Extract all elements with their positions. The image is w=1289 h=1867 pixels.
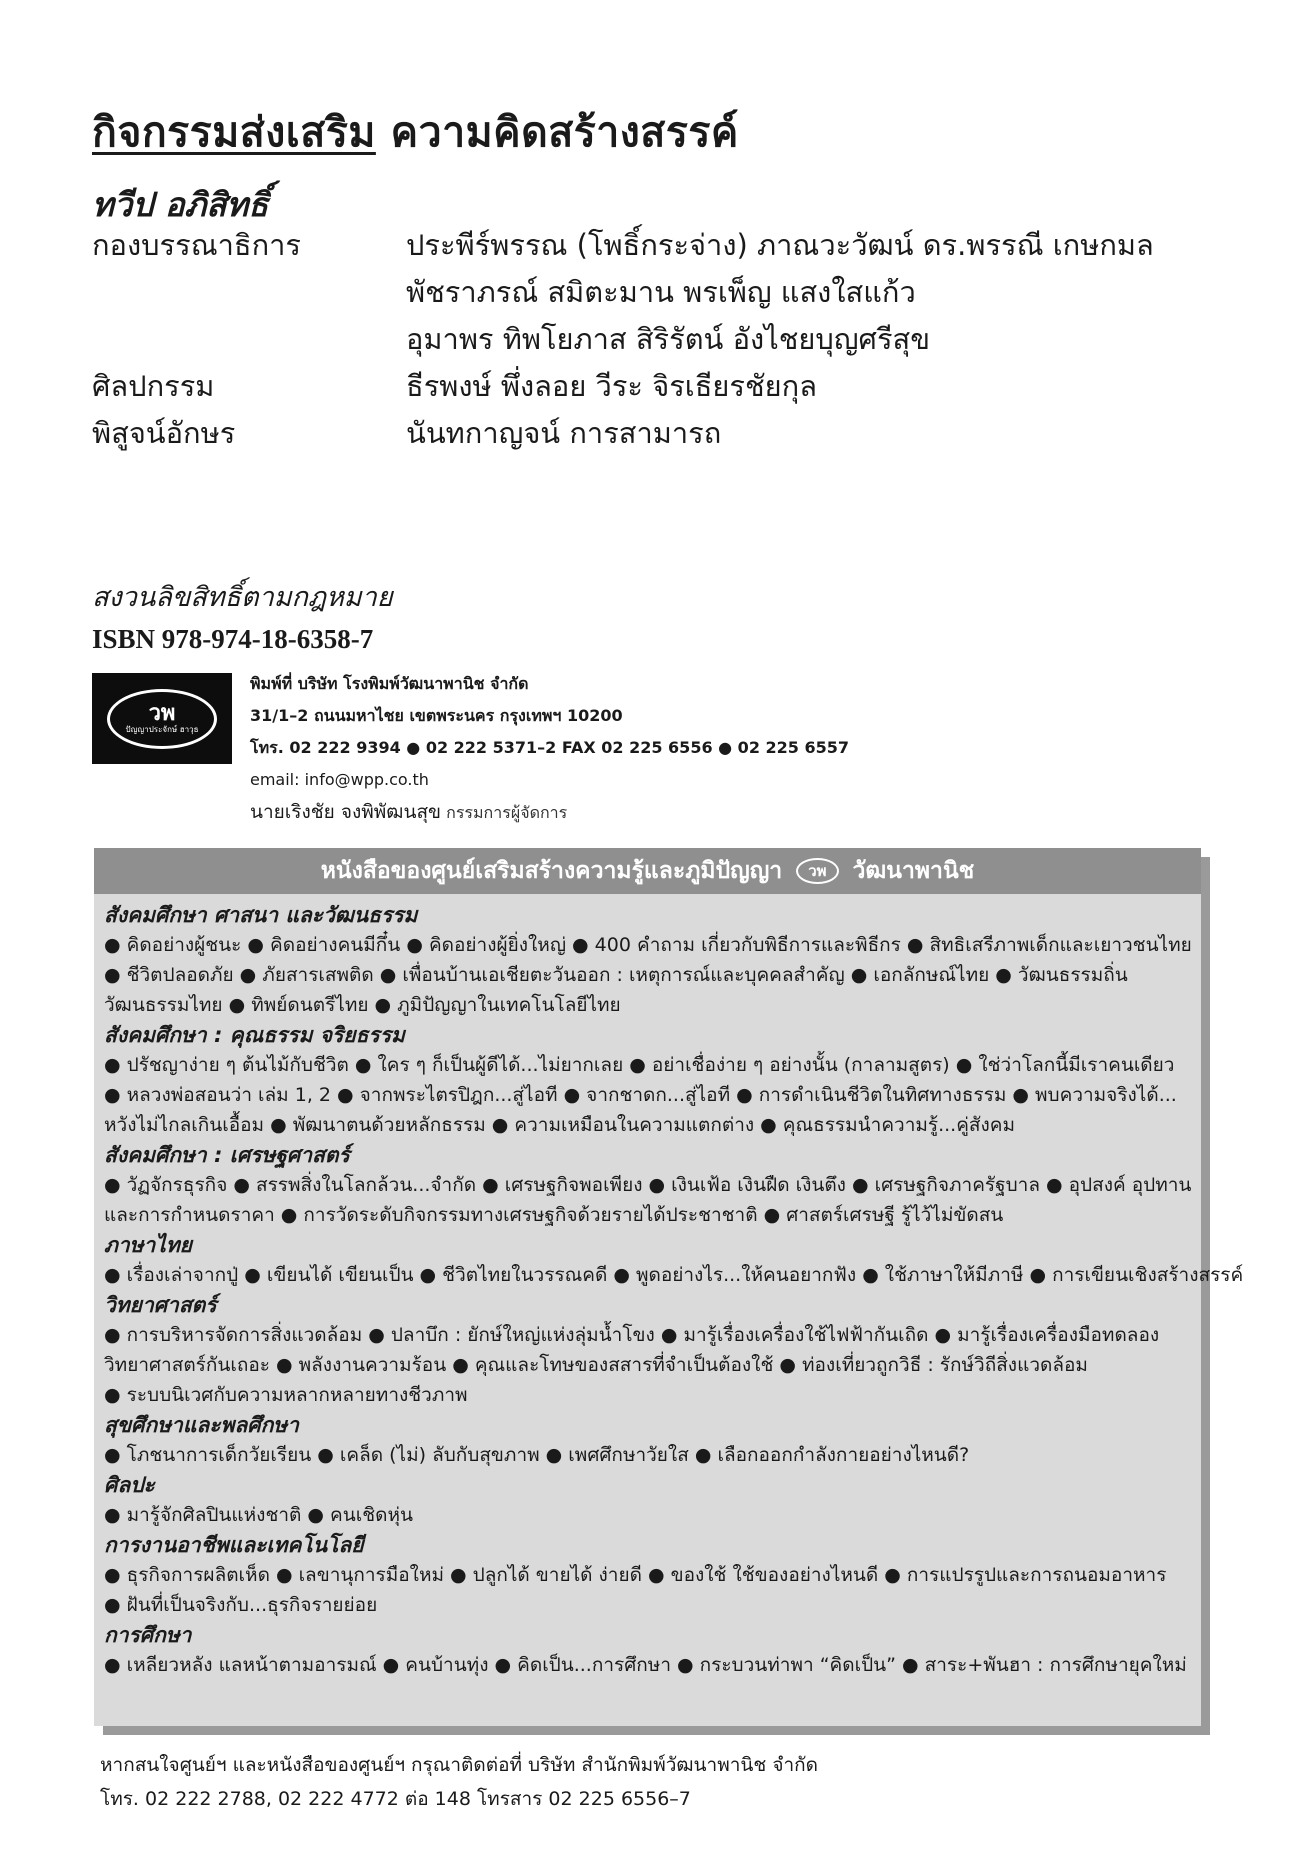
credit-name-line: ประพีร์พรรณ (โพธิ์กระจ่าง) ภาณวะวัฒน์ ดร.พรรณี เกษกมล xyxy=(406,228,1154,262)
credit-names xyxy=(406,410,721,457)
author-name: ทวีป อภิสิทธิ์ xyxy=(92,185,269,224)
credit-name-line: ธีรพงษ์ พึ่งลอย วีระ จิรเธียรชัยกุล xyxy=(406,369,817,403)
catalog-category: สังคมศึกษา : คุณธรรม จริยธรรม xyxy=(104,1023,405,1047)
logo-mark: วพ xyxy=(148,700,176,726)
catalog-category: การศึกษา xyxy=(104,1623,192,1647)
catalog-line: วิทยาศาสตร์กันเถอะ ● พลังงานความร้อน ● คุณและโทษของสสารที่จำเป็นต้องใช้ ● ท่องเที่ยวถูกวิธี : รักษ์วิถีสิ่งแวดล้อม xyxy=(104,1354,1088,1376)
catalog-category: ศิลปะ xyxy=(104,1473,155,1497)
credit-names xyxy=(406,222,1154,363)
catalog-line: และการกำหนดราคา ● การวัดระดับกิจกรรมทางเศรษฐกิจด้วยรายได้ประชาชาติ ● ศาสตร์เศรษฐี รู้ไว้ไม่ขัดสน xyxy=(104,1204,1004,1226)
catalog-line: ● การบริหารจัดการสิ่งแวดล้อม ● ปลาบึก : ยักษ์ใหญ่แห่งลุ่มน้ำโขง ● มารู้เรื่องเครื่องใช้ไฟฟ้ากันเถิด ● มารู้เรื่องเครื่องมือทดลอง xyxy=(104,1324,1160,1346)
catalog-line: ● หลวงพ่อสอนว่า เล่ม 1, 2 ● จากพระไตรปิฎก...สู่ไอที ● จากชาดก...สู่ไอที ● การดำเนินชีวิตในทิศทางธรรม ● พบความจริงได้... xyxy=(104,1084,1177,1106)
catalog-line: ● ระบบนิเวศกับความหลากหลายทางชีวภาพ xyxy=(104,1384,468,1406)
page-title xyxy=(92,100,739,165)
printer-name: พิมพ์ที่ บริษัท โรงพิมพ์วัฒนาพานิช จำกัด xyxy=(250,674,529,693)
credit-name-line: พัชราภรณ์ สมิตะมาน พรเพ็ญ แสงใสแก้ว xyxy=(406,275,916,309)
credit-row-art xyxy=(92,363,1154,410)
copyright-notice: สงวนลิขสิทธิ์ตามกฎหมาย xyxy=(92,582,393,613)
logo-emblem xyxy=(107,689,217,749)
catalog-category: สังคมศึกษา ศาสนา และวัฒนธรรม xyxy=(104,903,418,927)
credit-names xyxy=(406,363,817,410)
catalog-header xyxy=(94,848,1201,894)
credits-block xyxy=(92,222,1154,457)
catalog-items xyxy=(104,1320,1191,1410)
catalog-line: ● ฝันที่เป็นจริงกับ...ธุรกิจรายย่อย xyxy=(104,1594,378,1616)
catalog-items xyxy=(104,930,1191,1020)
credit-name-line: นันทกาญจน์ การสามารถ xyxy=(406,416,722,450)
catalog-line: ● มารู้จักศิลปินแห่งชาติ ● คนเชิดหุ่น xyxy=(104,1504,413,1526)
credit-role: กองบรรณาธิการ xyxy=(92,228,302,262)
catalog-line: ● โภชนาการเด็กวัยเรียน ● เคล็ด (ไม่) ลับกับสุขภาพ ● เพศศึกษาวัยใส ● เลือกออกกำลังกายอย่างไหนดี? xyxy=(104,1444,970,1466)
footer-line-1: หากสนใจศูนย์ฯ และหนังสือของศูนย์ฯ กรุณาติดต่อที่ บริษัท สำนักพิมพ์วัฒนาพานิช จำกัด xyxy=(100,1754,818,1776)
catalog-category: ภาษาไทย xyxy=(104,1233,192,1257)
director-role: กรรมการผู้จัดการ xyxy=(446,803,568,822)
title-part-2: ความคิดสร้างสรรค์ xyxy=(390,108,739,156)
catalog-line: ● ธุรกิจการผลิตเห็ด ● เลขานุการมือใหม่ ● ปลูกได้ ขายได้ ง่ายดี ● ของใช้ ใช้ของอย่างไหนดี ● การแปรรูปและการถนอมอาหาร xyxy=(104,1564,1167,1586)
catalog-header-title: หนังสือของศูนย์เสริมสร้างความรู้และภูมิปัญญา xyxy=(320,858,783,884)
printer-phone: โทร. 02 222 9394 ● 02 222 5371–2 FAX 02 225 6556 ● 02 225 6557 xyxy=(250,738,850,757)
catalog-items xyxy=(104,1560,1191,1620)
catalog-line: ● วัฏจักรธุรกิจ ● สรรพสิ่งในโลกล้วน...จำกัด ● เศรษฐกิจพอเพียง ● เงินเฟ้อ เงินฝืด เงินตึง ● เศรษฐกิจภาครัฐบาล ● อุปสงค์ อุปทาน xyxy=(104,1174,1192,1196)
catalog-line: ● คิดอย่างผู้ชนะ ● คิดอย่างคนมีกึ๋น ● คิดอย่างผู้ยิ่งใหญ่ ● 400 คำถาม เกี่ยวกับพิธีการและพิธีกร ● สิทธิเสรีภาพเด็กและเยาวชนไทย xyxy=(104,934,1192,956)
catalog-category: สังคมศึกษา : เศรษฐศาสตร์ xyxy=(104,1143,350,1167)
catalog-header-publisher: วัฒนาพานิช xyxy=(852,858,975,884)
catalog-line: ● เหลียวหลัง แลหน้าตามอารมณ์ ● คนบ้านทุ่ง ● คิดเป็น...การศึกษา ● กระบวนท่าพา “คิดเป็น” ● สาระ+พันฮา : การศึกษายุคใหม่ xyxy=(104,1654,1187,1676)
catalog-items xyxy=(104,1440,1191,1470)
catalog-line: ● ปรัชญาง่าย ๆ ต้นไม้กับชีวิต ● ใคร ๆ ก็เป็นผู้ดีได้...ไม่ยากเลย ● อย่าเชื่อง่าย ๆ อย่างนั้น (กาลามสูตร) ● ใช่ว่าโลกนี้มีเราคนเดียว xyxy=(104,1054,1175,1076)
catalog-header-logo: วพ xyxy=(796,858,838,884)
catalog-line: หวังไม่ไกลเกินเอื้อม ● พัฒนาตนด้วยหลักธรรม ● ความเหมือนในความแตกต่าง ● คุณธรรมนำความรู้...คู่สังคม xyxy=(104,1114,1016,1136)
catalog-category: วิทยาศาสตร์ xyxy=(104,1293,217,1317)
catalog-items xyxy=(104,1500,1191,1530)
contact-footer xyxy=(100,1748,818,1816)
logo-motto: ปัญญาประจักษ์ ฮาวุธ xyxy=(125,724,199,734)
printer-email: email: info@wpp.co.th xyxy=(250,770,429,789)
catalog-line: วัฒนธรรมไทย ● ทิพย์ดนตรีไทย ● ภูมิปัญญาในเทคโนโลยีไทย xyxy=(104,994,621,1016)
printer-address: 31/1–2 ถนนมหาไชย เขตพระนคร กรุงเทพฯ 10200 xyxy=(250,706,623,725)
catalog-items xyxy=(104,1260,1244,1290)
catalog-items xyxy=(104,1050,1191,1140)
catalog-category: สุขศึกษาและพลศึกษา xyxy=(104,1413,299,1437)
credit-name-line: อุมาพร ทิพโยภาส สิริรัตน์ อังไชยบุญศรีสุข xyxy=(406,322,931,356)
credit-row-editorial xyxy=(92,222,1154,363)
catalog-items xyxy=(104,1170,1191,1230)
title-part-1: กิจกรรมส่งเสริม xyxy=(92,108,376,156)
catalog-line: ● ชีวิตปลอดภัย ● ภัยสารเสพติด ● เพื่อนบ้านเอเชียตะวันออก : เหตุการณ์และบุคคลสำคัญ ● เอกลักษณ์ไทย ● วัฒนธรรมถิ่น xyxy=(104,964,1128,986)
catalog-items xyxy=(104,1650,1191,1680)
credit-role: พิสูจน์อักษร xyxy=(92,416,236,450)
catalog-category: การงานอาชีพและเทคโนโลยี xyxy=(104,1533,364,1557)
printer-info xyxy=(250,668,849,828)
isbn: ISBN 978-974-18-6358-7 xyxy=(92,624,374,654)
credit-row-proofreading xyxy=(92,410,1154,457)
book-catalog-box xyxy=(94,848,1244,1726)
credit-role: ศิลปกรรม xyxy=(92,369,215,403)
footer-line-2: โทร. 02 222 2788, 02 222 4772 ต่อ 148 โทรสาร 02 225 6556–7 xyxy=(100,1788,691,1810)
catalog-body xyxy=(94,894,1244,1680)
printer-director xyxy=(250,796,849,828)
publisher-logo xyxy=(92,673,232,764)
catalog-line: ● เรื่องเล่าจากปู่ ● เขียนได้ เขียนเป็น ● ชีวิตไทยในวรรณคดี ● พูดอย่างไร...ให้คนอยากฟัง ● ใช้ภาษาให้มีภาษี ● การเขียนเชิงสร้างสรรค์ xyxy=(104,1264,1244,1286)
director-name: นายเริงชัย จงพิพัฒนสุข xyxy=(250,801,442,823)
